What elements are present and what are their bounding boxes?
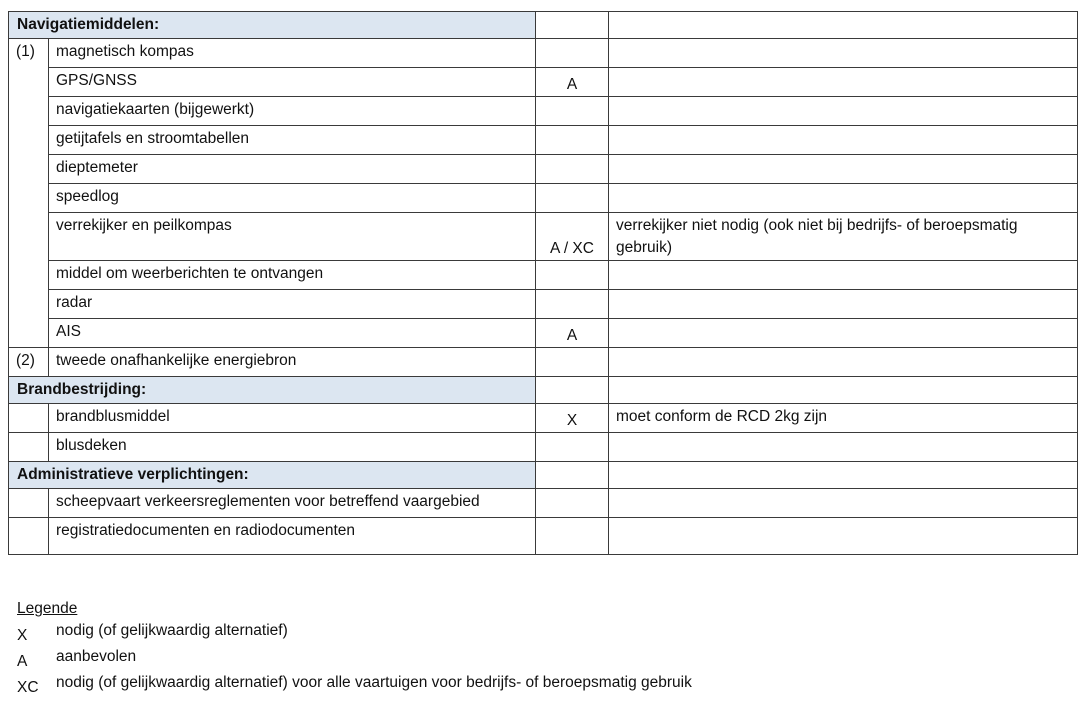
legend-entry [17, 646, 137, 672]
section-title-admin: Administratieve verplichtingen: [9, 462, 536, 489]
item-note: verrekijker niet nodig (ook niet bij bedrijfs- of beroepsmatig gebruik) [609, 213, 1078, 261]
table-row [9, 489, 1078, 518]
table-row [9, 348, 1078, 377]
legend-code: X [17, 627, 28, 644]
item-label: speedlog [49, 184, 536, 213]
item-code: A [536, 68, 609, 97]
item-code: A / XC [536, 213, 609, 261]
legend [17, 598, 692, 698]
item-code [536, 518, 609, 555]
item-code [536, 290, 609, 319]
legend-title: Legende [17, 600, 78, 617]
item-label: navigatiekaarten (bijgewerkt) [49, 97, 536, 126]
item-note [609, 290, 1078, 319]
table-row [9, 68, 1078, 97]
legend-desc: aanbevolen [56, 648, 137, 665]
group-number: (1) [9, 39, 49, 348]
section-header-row [9, 12, 1078, 39]
item-label: scheepvaart verkeersreglementen voor betreffend vaargebied [49, 489, 536, 518]
section-title-fire: Brandbestrijding: [9, 377, 536, 404]
item-code [536, 97, 609, 126]
item-note [609, 319, 1078, 348]
item-label: middel om weerberichten te ontvangen [49, 261, 536, 290]
table-row [9, 155, 1078, 184]
section-header-row [9, 462, 1078, 489]
item-code [536, 261, 609, 290]
legend-entry [17, 672, 692, 698]
table-row [9, 290, 1078, 319]
item-label: registratiedocumenten en radiodocumenten [49, 518, 536, 555]
item-note [609, 97, 1078, 126]
table-row [9, 261, 1078, 290]
item-label: dieptemeter [49, 155, 536, 184]
item-code [536, 489, 609, 518]
item-note [609, 39, 1078, 68]
item-note [609, 126, 1078, 155]
table-row [9, 126, 1078, 155]
legend-entry [17, 620, 288, 646]
item-note: moet conform de RCD 2kg zijn [609, 404, 1078, 433]
legend-code: A [17, 653, 28, 670]
item-code [536, 348, 609, 377]
item-note [609, 348, 1078, 377]
section-title-navigation: Navigatiemiddelen: [9, 12, 536, 39]
table-row [9, 213, 1078, 261]
table-row [9, 518, 1078, 555]
item-note [609, 489, 1078, 518]
table-row [9, 404, 1078, 433]
table-row [9, 184, 1078, 213]
item-code [536, 184, 609, 213]
item-note [609, 155, 1078, 184]
item-label: getijtafels en stroomtabellen [49, 126, 536, 155]
table-row [9, 97, 1078, 126]
table-row [9, 433, 1078, 462]
item-label: brandblusmiddel [49, 404, 536, 433]
item-note [609, 518, 1078, 555]
item-code: X [536, 404, 609, 433]
equipment-table [8, 11, 1078, 555]
item-label: verrekijker en peilkompas [49, 213, 536, 261]
item-label: tweede onafhankelijke energiebron [49, 348, 536, 377]
section-header-row [9, 377, 1078, 404]
legend-code: XC [17, 679, 39, 696]
item-code [536, 39, 609, 68]
item-note [609, 261, 1078, 290]
item-note [609, 184, 1078, 213]
item-code [536, 155, 609, 184]
legend-desc: nodig (of gelijkwaardig alternatief) voor alle vaartuigen voor bedrijfs- of beroepsmatig gebruik [56, 674, 692, 691]
item-code: A [536, 319, 609, 348]
group-number: (2) [9, 348, 49, 377]
item-label: blusdeken [49, 433, 536, 462]
item-label: magnetisch kompas [49, 39, 536, 68]
item-note [609, 68, 1078, 97]
item-code [536, 126, 609, 155]
item-note [609, 433, 1078, 462]
table-row [9, 39, 1078, 68]
legend-desc: nodig (of gelijkwaardig alternatief) [56, 622, 288, 639]
item-code [536, 433, 609, 462]
item-label: radar [49, 290, 536, 319]
table-row [9, 319, 1078, 348]
item-label: GPS/GNSS [49, 68, 536, 97]
item-label: AIS [49, 319, 536, 348]
